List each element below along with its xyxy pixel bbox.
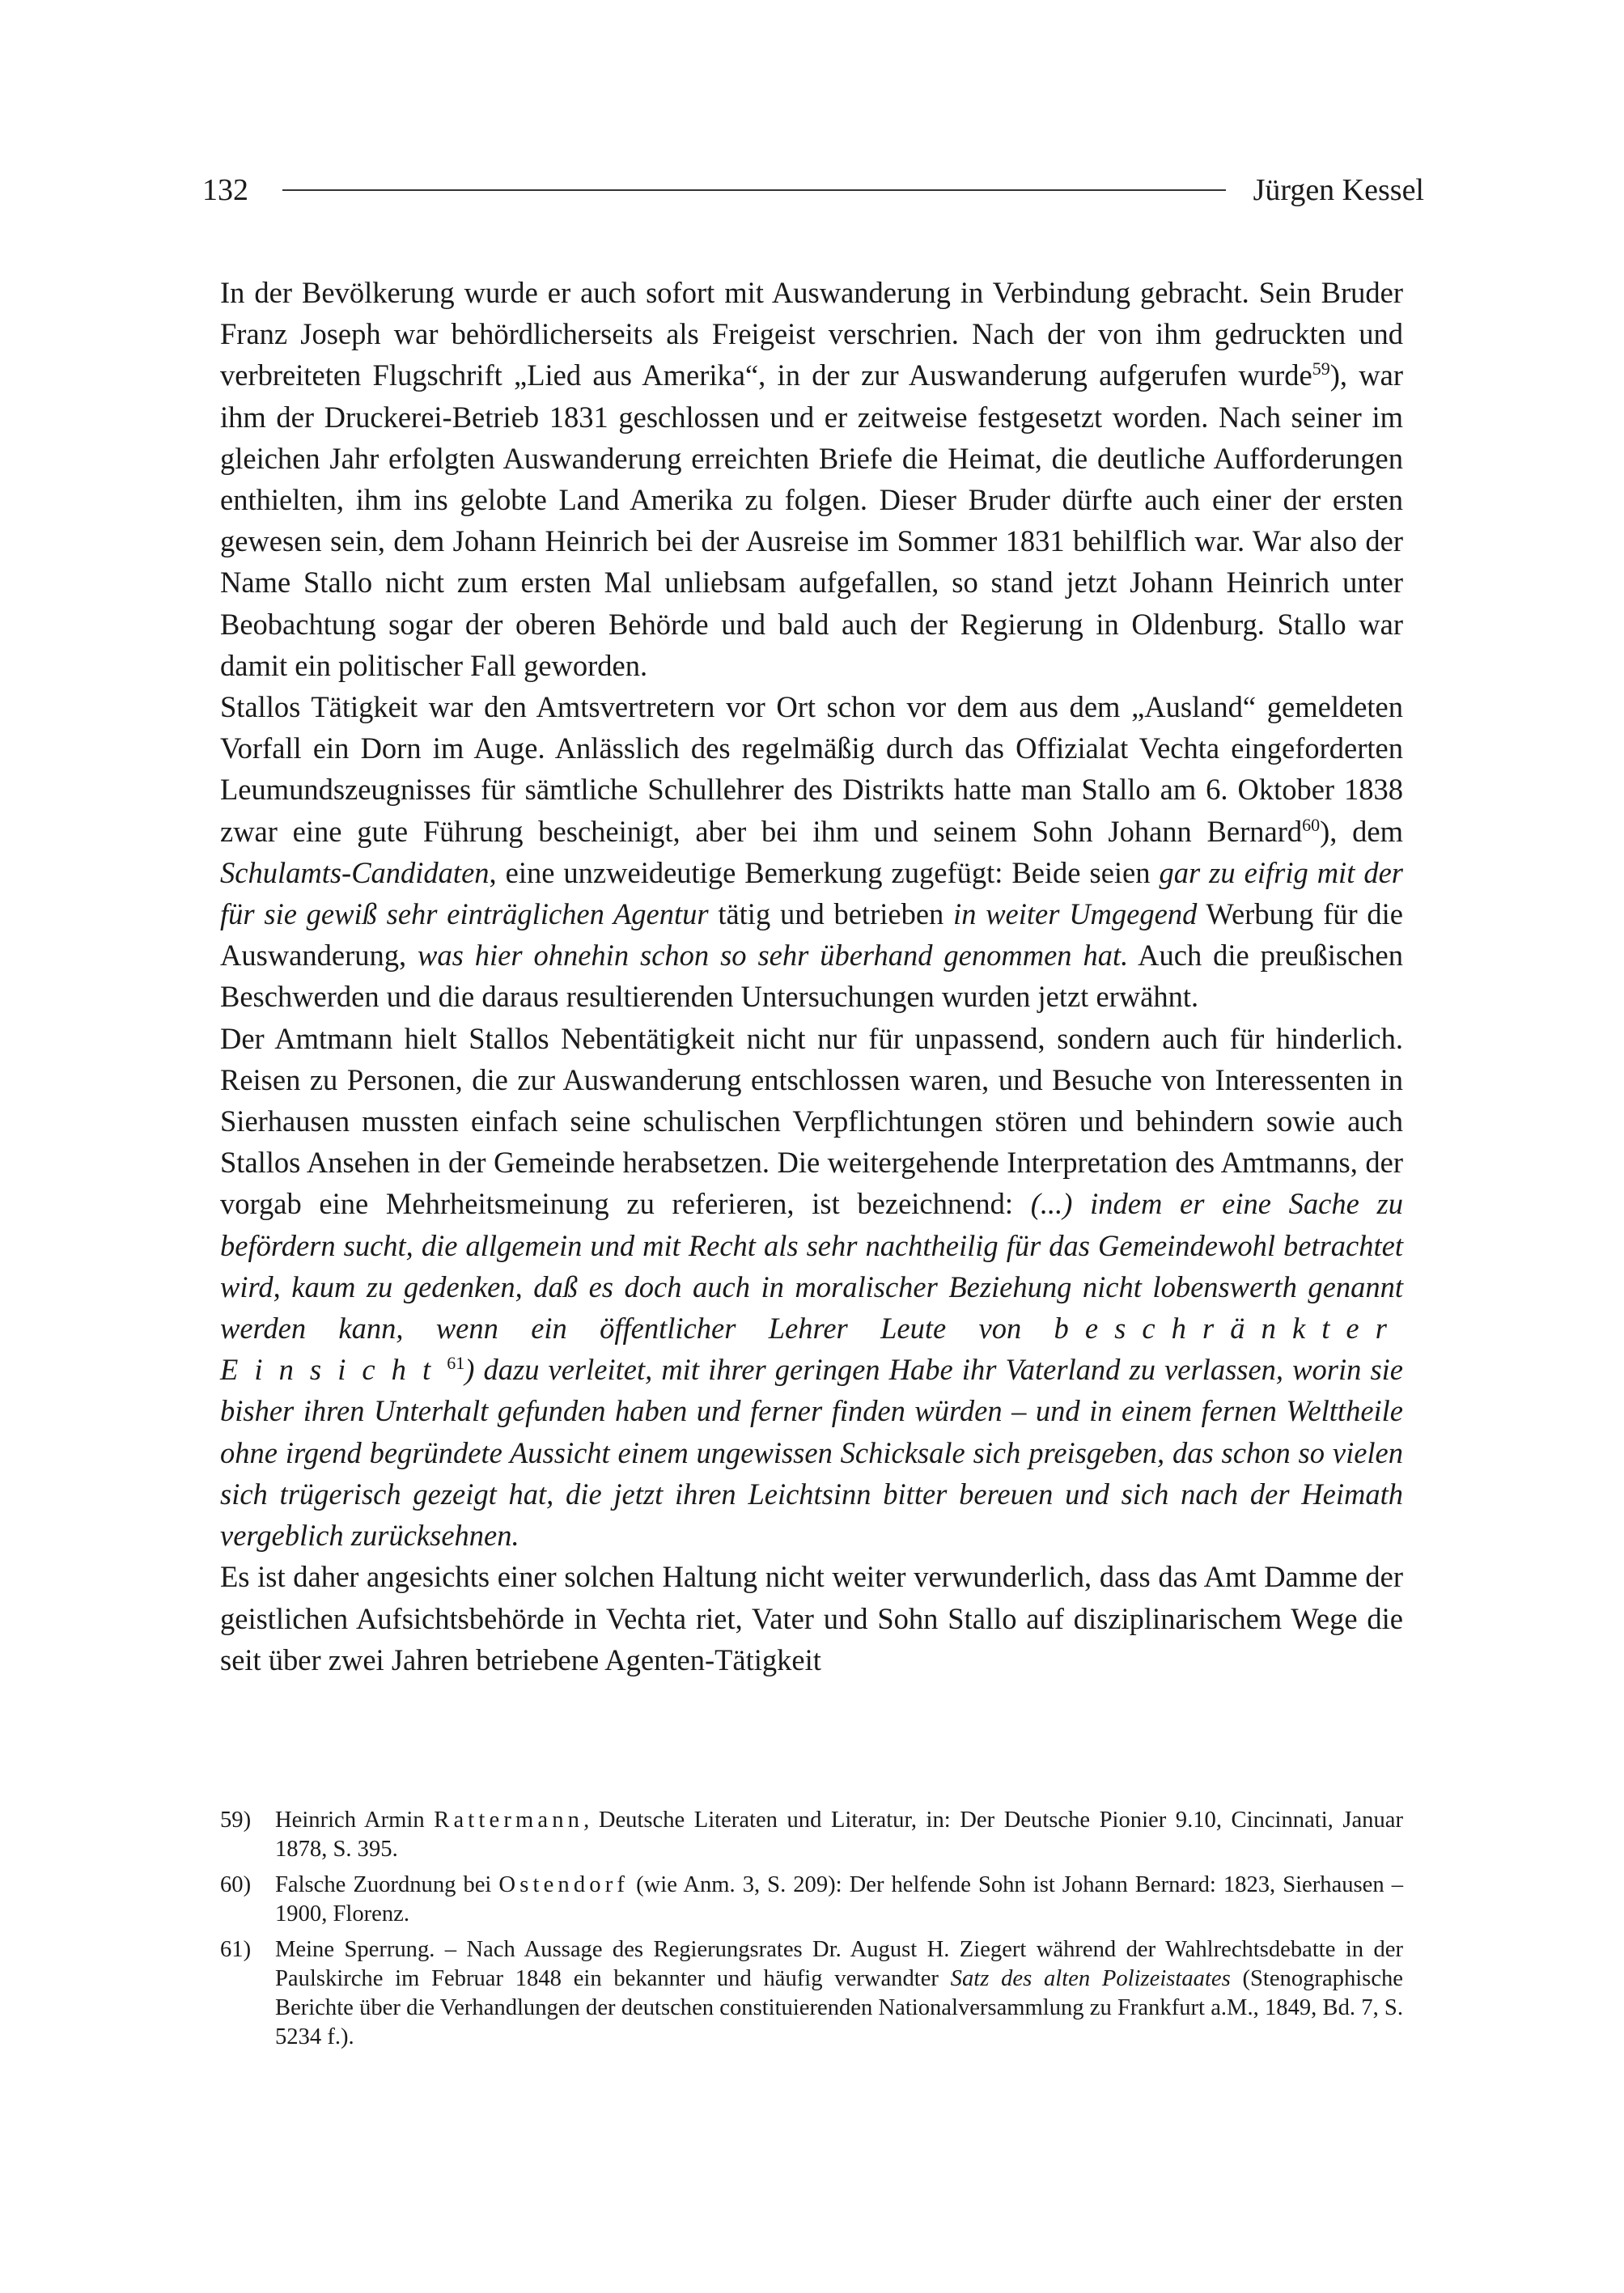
spaced-name: Ostendorf	[498, 1872, 630, 1897]
footnote-ref: 60	[1302, 814, 1321, 835]
quote-italic: Satz des alten Polizeistaates	[950, 1966, 1231, 1991]
text-run: Es ist daher angesichts einer solchen Haltung nicht weiter verwunderlich, dass das Amt Damme der geistlichen Aufsichtsbehörde in Vechta riet, Vater und Sohn Stallo auf disziplinarischem Wege die seit über zwei Jahren betriebene Agenten-Tätigkeit	[220, 1560, 1403, 1676]
running-header	[202, 166, 1424, 214]
quote-italic: (...) indem er eine Sache zu befördern sucht, die allgemein und mit Recht als sehr nachtheilig für das Gemeindewohl betrachtet wird, kaum zu gedenken, daß es doch auch in moralischer Beziehung nicht lobenswerth genannt werden kann, wenn ein öffentlicher Lehrer Leute von	[220, 1187, 1404, 1346]
paragraph	[220, 1556, 1403, 1681]
footnote	[220, 1935, 1403, 2052]
footnote-number: 60)	[220, 1872, 252, 1897]
footnote	[220, 1806, 1403, 1864]
text-run: tätig und betrieben	[708, 897, 954, 931]
page-number: 132	[202, 173, 248, 207]
text-run: Werbung für die Auswanderung,	[220, 897, 1403, 973]
text-run: Stallos Tätigkeit war den Amtsvertretern vor Ort schon vor dem aus dem „Ausland“ gemeldeten Vorfall ein Dorn im Auge. Anlässlich des regelmäßig durch das Offizialat Vechta eingeforderten Leumundszeugnisses für sämtliche Schullehrer des Distrikts hatte man Stallo am 6. Oktober 1838 zwar eine gute Führung bescheinigt, aber bei ihm und seinem Sohn Johann Bernard	[220, 690, 1403, 848]
text-run: ), dem	[1320, 814, 1403, 848]
quote-italic: ) dazu verleitet, mit ihrer geringen Habe ihr Vaterland zu verlassen, worin sie bisher ihren Unterhalt gefunden haben und ferner finden würden – und in einem fernen Welttheile ohne irgend begründete Aussicht einem ungewissen Schicksale sich preisgeben, das schon so vielen sich trügerisch gezeigt hat, die jetzt ihren Leichtsinn bitter bereuen und sich nach der Heimath vergeblich zurücksehnen.	[220, 1353, 1403, 1553]
quote-italic: Schulamts-Candidaten	[220, 855, 490, 889]
text-run: , eine unzweideutige Bemerkung zugefügt: Beide seien	[489, 855, 1160, 889]
footnote-ref: 61	[447, 1353, 465, 1374]
quote-italic: gar zu eifrig mit der für sie gewiß sehr einträglichen Agentur	[220, 855, 1403, 931]
header-rule	[282, 189, 1226, 191]
footnote-text: Falsche Zuordnung bei Ostendorf (wie Anm. 3, S. 209): Der helfende Sohn ist Johann Bernard: 1823, Sierhausen – 1900, Florenz.	[275, 1872, 1403, 1926]
quote-italic: in weiter Umgegend	[953, 897, 1198, 931]
footnote	[220, 1871, 1403, 1929]
paragraph	[220, 272, 1403, 686]
footnotes	[220, 1806, 1403, 2058]
text-run: Auch die preußischen Beschwerden und die daraus resultierenden Untersuchungen wurden jetzt erwähnt.	[220, 939, 1403, 1014]
running-head-author: Jürgen Kessel	[1253, 173, 1424, 207]
text-run: ), war ihm der Druckerei-Betrieb 1831 geschlossen und er zeitweise festgesetzt worden. Nach seiner im gleichen Jahr erfolgten Auswanderung erreichten Briefe die Heimat, die deutliche Aufforderungen enthielten, ihm ins gelobte Land Amerika zu folgen. Dieser Bruder dürfte auch einer der ersten gewesen sein, dem Johann Heinrich bei der Ausreise im Sommer 1831 behilflich war. War also der Name Stallo nicht zum ersten Mal unliebsam aufgefallen, so stand jetzt Johann Heinrich unter Beobachtung sogar der oberen Behörde und bald auch der Regierung in Oldenburg. Stallo war damit ein politischer Fall geworden.	[220, 358, 1403, 682]
footnote-number: 61)	[220, 1937, 252, 1962]
paragraph	[220, 686, 1403, 1018]
footnote-text: Meine Sperrung. – Nach Aussage des Regierungsrates Dr. August H. Ziegert während der Wahlrechtsdebatte in der Paulskirche im Februar 1848 ein bekannter und häufig verwandter Satz des alten Polizeistaates (Stenographische Berichte über die Verhandlungen der deutschen constituierenden Nationalversammlung zu Frankfurt a.M., 1849, Bd. 7, S. 5234 f.).	[275, 1937, 1403, 2049]
spaced-name: Rattermann	[434, 1808, 584, 1833]
footnote-ref: 59	[1312, 358, 1330, 379]
paragraph	[220, 1018, 1403, 1557]
footnote-number: 59)	[220, 1808, 252, 1833]
footnote-text: Heinrich Armin Rattermann, Deutsche Literaten und Literatur, in: Der Deutsche Pionier 9.10, Cincinnati, Januar 1878, S. 395.	[275, 1808, 1403, 1862]
spaced-emphasis: Einsicht	[220, 1353, 447, 1387]
spaced-emphasis: beschränkter	[1054, 1312, 1403, 1346]
quote-italic: was hier ohnehin schon so sehr überhand genommen hat.	[418, 939, 1129, 973]
main-text	[220, 272, 1403, 1681]
text-run: In der Bevölkerung wurde er auch sofort mit Auswanderung in Verbindung gebracht. Sein Bruder Franz Joseph war behördlicherseits als Freigeist verschrien. Nach der von ihm gedruckten und verbreiteten Flugschrift „Lied aus Amerika“, in der zur Auswanderung aufgerufen wurde	[220, 276, 1403, 392]
text-run: Der Amtmann hielt Stallos Nebentätigkeit nicht nur für unpassend, sondern auch für hinderlich. Reisen zu Personen, die zur Auswanderung entschlossen waren, und Besuche von Interessenten in Sierhausen mussten einfach seine schulischen Verpflichtungen stören und behindern sowie auch Stallos Ansehen in der Gemeinde herabsetzen. Die weitergehende Interpretation des Amtmanns, der vorgab eine Mehrheitsmeinung zu referieren, ist bezeichnend:	[220, 1021, 1403, 1221]
